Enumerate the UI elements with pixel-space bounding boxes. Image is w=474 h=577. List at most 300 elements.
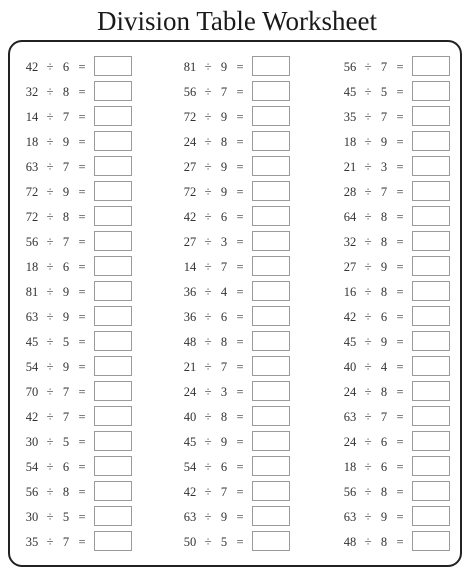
dividend: 63 [343, 510, 357, 524]
divisor: 7 [62, 160, 70, 174]
dividend: 63 [183, 510, 197, 524]
dividend: 24 [183, 385, 197, 399]
divisor: 7 [220, 485, 228, 499]
answer-box[interactable] [94, 106, 132, 126]
divisor: 9 [62, 135, 70, 149]
divide-sign: ÷ [364, 485, 372, 499]
divide-sign: ÷ [364, 235, 372, 249]
equals-sign: = [78, 510, 86, 524]
answer-box[interactable] [412, 481, 450, 501]
divisor: 5 [62, 510, 70, 524]
dividend: 21 [343, 160, 357, 174]
answer-box[interactable] [412, 431, 450, 451]
answer-box[interactable] [412, 231, 450, 251]
divide-sign: ÷ [364, 385, 372, 399]
dividend: 21 [183, 360, 197, 374]
divisor: 7 [220, 360, 228, 374]
divide-sign: ÷ [46, 160, 54, 174]
dividend: 72 [25, 210, 39, 224]
dividend: 40 [183, 410, 197, 424]
divide-sign: ÷ [204, 510, 212, 524]
answer-box[interactable] [412, 456, 450, 476]
equals-sign: = [396, 235, 404, 249]
answer-box[interactable] [252, 156, 290, 176]
dividend: 30 [25, 510, 39, 524]
equals-sign: = [78, 135, 86, 149]
divisor: 7 [62, 110, 70, 124]
divide-sign: ÷ [204, 460, 212, 474]
divisor: 9 [380, 335, 388, 349]
divide-sign: ÷ [364, 360, 372, 374]
equals-sign: = [396, 110, 404, 124]
dividend: 63 [25, 160, 39, 174]
divide-sign: ÷ [46, 210, 54, 224]
equals-sign: = [78, 360, 86, 374]
dividend: 54 [25, 360, 39, 374]
divide-sign: ÷ [364, 460, 372, 474]
divide-sign: ÷ [204, 110, 212, 124]
divide-sign: ÷ [46, 110, 54, 124]
answer-box[interactable] [94, 156, 132, 176]
dividend: 27 [183, 235, 197, 249]
dividend: 81 [183, 60, 197, 74]
dividend: 18 [25, 135, 39, 149]
divisor: 9 [380, 510, 388, 524]
divisor: 9 [62, 310, 70, 324]
dividend: 27 [183, 160, 197, 174]
divisor: 4 [380, 360, 388, 374]
answer-box[interactable] [252, 406, 290, 426]
divisor: 9 [220, 110, 228, 124]
divisor: 3 [220, 235, 228, 249]
dividend: 24 [343, 435, 357, 449]
divide-sign: ÷ [364, 160, 372, 174]
dividend: 72 [183, 110, 197, 124]
divisor: 6 [220, 460, 228, 474]
divide-sign: ÷ [204, 260, 212, 274]
divisor: 7 [62, 535, 70, 549]
divide-sign: ÷ [204, 335, 212, 349]
equals-sign: = [236, 335, 244, 349]
divisor: 6 [380, 460, 388, 474]
answer-box[interactable] [412, 331, 450, 351]
divisor: 9 [220, 510, 228, 524]
equals-sign: = [78, 435, 86, 449]
answer-box[interactable] [252, 81, 290, 101]
divide-sign: ÷ [46, 235, 54, 249]
equals-sign: = [236, 485, 244, 499]
divisor: 5 [62, 335, 70, 349]
answer-box[interactable] [252, 531, 290, 551]
divisor: 9 [380, 135, 388, 149]
divisor: 8 [380, 385, 388, 399]
divisor: 9 [62, 285, 70, 299]
divide-sign: ÷ [46, 185, 54, 199]
equals-sign: = [236, 135, 244, 149]
dividend: 16 [343, 285, 357, 299]
dividend: 50 [183, 535, 197, 549]
divide-sign: ÷ [364, 60, 372, 74]
answer-box[interactable] [412, 506, 450, 526]
divisor: 8 [62, 85, 70, 99]
dividend: 54 [183, 460, 197, 474]
equals-sign: = [396, 60, 404, 74]
divide-sign: ÷ [204, 485, 212, 499]
equals-sign: = [396, 460, 404, 474]
equals-sign: = [236, 510, 244, 524]
divisor: 6 [62, 460, 70, 474]
dividend: 28 [343, 185, 357, 199]
answer-box[interactable] [94, 306, 132, 326]
equals-sign: = [78, 460, 86, 474]
dividend: 18 [343, 135, 357, 149]
dividend: 42 [25, 410, 39, 424]
answer-box[interactable] [252, 106, 290, 126]
dividend: 36 [183, 285, 197, 299]
divisor: 8 [380, 235, 388, 249]
equals-sign: = [396, 210, 404, 224]
answer-box[interactable] [252, 131, 290, 151]
equals-sign: = [396, 85, 404, 99]
answer-box[interactable] [252, 306, 290, 326]
dividend: 54 [25, 460, 39, 474]
dividend: 48 [343, 535, 357, 549]
equals-sign: = [78, 335, 86, 349]
answer-box[interactable] [94, 206, 132, 226]
divisor: 8 [380, 210, 388, 224]
answer-box[interactable] [94, 231, 132, 251]
divisor: 6 [220, 310, 228, 324]
answer-box[interactable] [412, 406, 450, 426]
equals-sign: = [396, 310, 404, 324]
answer-box[interactable] [94, 81, 132, 101]
equals-sign: = [396, 510, 404, 524]
answer-box[interactable] [94, 506, 132, 526]
divisor: 8 [220, 335, 228, 349]
equals-sign: = [78, 410, 86, 424]
divide-sign: ÷ [204, 385, 212, 399]
equals-sign: = [236, 285, 244, 299]
answer-box[interactable] [412, 281, 450, 301]
divide-sign: ÷ [364, 110, 372, 124]
answer-box[interactable] [412, 56, 450, 76]
divisor: 9 [220, 185, 228, 199]
divisor: 8 [220, 135, 228, 149]
divide-sign: ÷ [204, 210, 212, 224]
answer-box[interactable] [94, 331, 132, 351]
dividend: 56 [25, 235, 39, 249]
answer-box[interactable] [94, 531, 132, 551]
divisor: 8 [380, 285, 388, 299]
divisor: 7 [220, 85, 228, 99]
equals-sign: = [396, 360, 404, 374]
divisor: 8 [220, 410, 228, 424]
divide-sign: ÷ [364, 310, 372, 324]
divisor: 3 [380, 160, 388, 174]
divide-sign: ÷ [204, 235, 212, 249]
dividend: 42 [25, 60, 39, 74]
dividend: 81 [25, 285, 39, 299]
dividend: 27 [343, 260, 357, 274]
answer-box[interactable] [94, 381, 132, 401]
divisor: 7 [62, 235, 70, 249]
divide-sign: ÷ [204, 435, 212, 449]
answer-box[interactable] [412, 531, 450, 551]
divisor: 7 [380, 60, 388, 74]
divisor: 9 [62, 360, 70, 374]
equals-sign: = [396, 135, 404, 149]
dividend: 24 [183, 135, 197, 149]
dividend: 63 [25, 310, 39, 324]
answer-box[interactable] [412, 356, 450, 376]
divide-sign: ÷ [364, 510, 372, 524]
answer-box[interactable] [94, 431, 132, 451]
divide-sign: ÷ [364, 260, 372, 274]
divide-sign: ÷ [46, 435, 54, 449]
equals-sign: = [78, 60, 86, 74]
answer-box[interactable] [252, 506, 290, 526]
divisor: 8 [62, 485, 70, 499]
equals-sign: = [78, 285, 86, 299]
answer-box[interactable] [94, 256, 132, 276]
divisor: 9 [380, 260, 388, 274]
equals-sign: = [78, 235, 86, 249]
divisor: 6 [380, 435, 388, 449]
answer-box[interactable] [412, 131, 450, 151]
divisor: 8 [62, 210, 70, 224]
answer-box[interactable] [252, 331, 290, 351]
dividend: 30 [25, 435, 39, 449]
divide-sign: ÷ [364, 210, 372, 224]
dividend: 48 [183, 335, 197, 349]
divisor: 9 [220, 435, 228, 449]
equals-sign: = [78, 260, 86, 274]
dividend: 14 [183, 260, 197, 274]
equals-sign: = [78, 210, 86, 224]
equals-sign: = [236, 435, 244, 449]
divisor: 6 [220, 210, 228, 224]
answer-box[interactable] [412, 381, 450, 401]
divide-sign: ÷ [364, 335, 372, 349]
answer-box[interactable] [252, 481, 290, 501]
equals-sign: = [236, 210, 244, 224]
dividend: 45 [183, 435, 197, 449]
equals-sign: = [78, 310, 86, 324]
divide-sign: ÷ [204, 160, 212, 174]
answer-box[interactable] [412, 256, 450, 276]
equals-sign: = [236, 85, 244, 99]
divide-sign: ÷ [204, 360, 212, 374]
divide-sign: ÷ [46, 485, 54, 499]
divisor: 7 [380, 185, 388, 199]
equals-sign: = [236, 185, 244, 199]
divisor: 9 [62, 185, 70, 199]
dividend: 32 [25, 85, 39, 99]
divisor: 6 [62, 60, 70, 74]
dividend: 45 [343, 335, 357, 349]
page-title: Division Table Worksheet [97, 6, 377, 36]
divisor: 5 [220, 535, 228, 549]
dividend: 42 [183, 210, 197, 224]
answer-box[interactable] [252, 456, 290, 476]
answer-box[interactable] [94, 406, 132, 426]
divide-sign: ÷ [364, 135, 372, 149]
divide-sign: ÷ [46, 60, 54, 74]
divide-sign: ÷ [364, 435, 372, 449]
answer-box[interactable] [252, 181, 290, 201]
dividend: 63 [343, 410, 357, 424]
equals-sign: = [396, 335, 404, 349]
equals-sign: = [236, 260, 244, 274]
divide-sign: ÷ [46, 410, 54, 424]
divide-sign: ÷ [204, 410, 212, 424]
divide-sign: ÷ [46, 260, 54, 274]
answer-box[interactable] [252, 431, 290, 451]
equals-sign: = [236, 460, 244, 474]
divisor: 4 [220, 285, 228, 299]
dividend: 14 [25, 110, 39, 124]
divide-sign: ÷ [46, 85, 54, 99]
dividend: 35 [343, 110, 357, 124]
answer-box[interactable] [412, 306, 450, 326]
equals-sign: = [78, 485, 86, 499]
divide-sign: ÷ [46, 135, 54, 149]
answer-box[interactable] [94, 181, 132, 201]
equals-sign: = [78, 535, 86, 549]
divide-sign: ÷ [204, 285, 212, 299]
answer-box[interactable] [252, 206, 290, 226]
divisor: 8 [380, 485, 388, 499]
dividend: 56 [183, 85, 197, 99]
equals-sign: = [78, 110, 86, 124]
equals-sign: = [396, 485, 404, 499]
divide-sign: ÷ [364, 535, 372, 549]
answer-box[interactable] [94, 481, 132, 501]
answer-box[interactable] [412, 156, 450, 176]
equals-sign: = [396, 535, 404, 549]
equals-sign: = [236, 410, 244, 424]
divide-sign: ÷ [364, 85, 372, 99]
dividend: 40 [343, 360, 357, 374]
divide-sign: ÷ [204, 185, 212, 199]
divisor: 9 [220, 60, 228, 74]
divisor: 6 [62, 260, 70, 274]
divide-sign: ÷ [46, 510, 54, 524]
dividend: 18 [343, 460, 357, 474]
dividend: 56 [343, 485, 357, 499]
equals-sign: = [396, 185, 404, 199]
equals-sign: = [236, 235, 244, 249]
answer-box[interactable] [94, 356, 132, 376]
answer-box[interactable] [252, 56, 290, 76]
answer-box[interactable] [412, 106, 450, 126]
equals-sign: = [396, 285, 404, 299]
answer-box[interactable] [94, 56, 132, 76]
equals-sign: = [396, 435, 404, 449]
equals-sign: = [396, 410, 404, 424]
divide-sign: ÷ [46, 310, 54, 324]
answer-box[interactable] [94, 131, 132, 151]
dividend: 42 [343, 310, 357, 324]
dividend: 56 [25, 485, 39, 499]
equals-sign: = [78, 385, 86, 399]
divisor: 7 [380, 410, 388, 424]
divide-sign: ÷ [46, 460, 54, 474]
divide-sign: ÷ [46, 535, 54, 549]
equals-sign: = [236, 160, 244, 174]
divisor: 7 [220, 260, 228, 274]
dividend: 72 [25, 185, 39, 199]
equals-sign: = [396, 160, 404, 174]
dividend: 42 [183, 485, 197, 499]
answer-box[interactable] [412, 206, 450, 226]
dividend: 64 [343, 210, 357, 224]
dividend: 36 [183, 310, 197, 324]
divide-sign: ÷ [364, 285, 372, 299]
divisor: 9 [220, 160, 228, 174]
dividend: 45 [25, 335, 39, 349]
equals-sign: = [236, 310, 244, 324]
divide-sign: ÷ [204, 310, 212, 324]
divisor: 7 [380, 110, 388, 124]
divide-sign: ÷ [364, 185, 372, 199]
divide-sign: ÷ [46, 335, 54, 349]
answer-box[interactable] [252, 256, 290, 276]
divisor: 3 [220, 385, 228, 399]
answer-box[interactable] [94, 281, 132, 301]
dividend: 45 [343, 85, 357, 99]
answer-box[interactable] [94, 456, 132, 476]
divide-sign: ÷ [46, 285, 54, 299]
divide-sign: ÷ [204, 60, 212, 74]
equals-sign: = [78, 85, 86, 99]
divisor: 5 [380, 85, 388, 99]
answer-box[interactable] [412, 81, 450, 101]
dividend: 32 [343, 235, 357, 249]
divide-sign: ÷ [204, 135, 212, 149]
divisor: 6 [380, 310, 388, 324]
equals-sign: = [78, 160, 86, 174]
equals-sign: = [396, 260, 404, 274]
divisor: 8 [380, 535, 388, 549]
equals-sign: = [396, 385, 404, 399]
dividend: 18 [25, 260, 39, 274]
divide-sign: ÷ [204, 85, 212, 99]
equals-sign: = [236, 110, 244, 124]
equals-sign: = [78, 185, 86, 199]
equals-sign: = [236, 535, 244, 549]
answer-box[interactable] [252, 231, 290, 251]
worksheet-frame [8, 40, 462, 567]
divisor: 5 [62, 435, 70, 449]
equals-sign: = [236, 360, 244, 374]
answer-box[interactable] [252, 281, 290, 301]
dividend: 24 [343, 385, 357, 399]
dividend: 56 [343, 60, 357, 74]
divide-sign: ÷ [204, 535, 212, 549]
answer-box[interactable] [252, 356, 290, 376]
dividend: 70 [25, 385, 39, 399]
dividend: 35 [25, 535, 39, 549]
divisor: 7 [62, 410, 70, 424]
divisor: 7 [62, 385, 70, 399]
answer-box[interactable] [412, 181, 450, 201]
equals-sign: = [236, 60, 244, 74]
dividend: 72 [183, 185, 197, 199]
divide-sign: ÷ [46, 385, 54, 399]
answer-box[interactable] [252, 381, 290, 401]
divide-sign: ÷ [364, 410, 372, 424]
